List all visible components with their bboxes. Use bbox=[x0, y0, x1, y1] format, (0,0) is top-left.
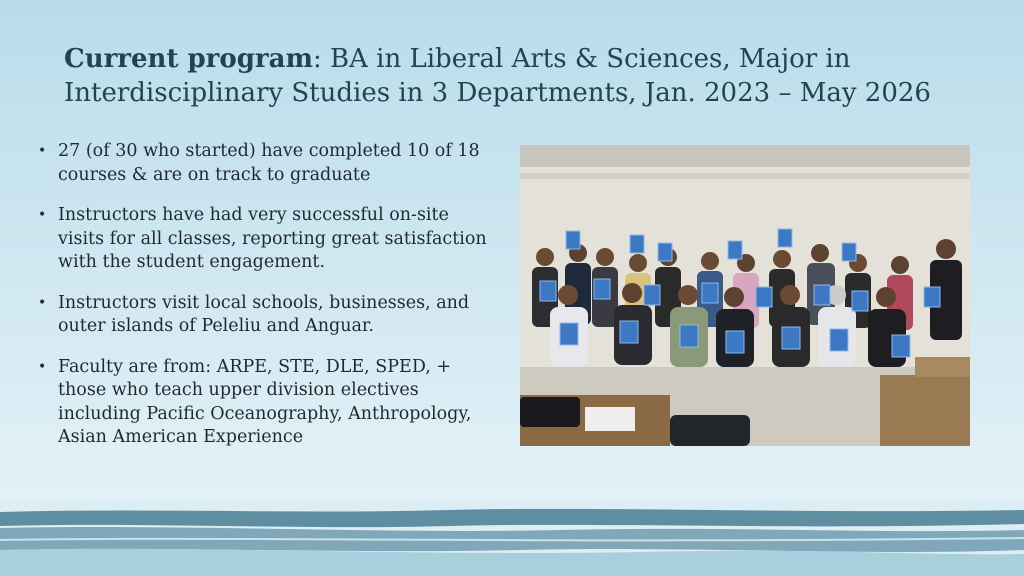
bullet-icon: • bbox=[38, 294, 47, 311]
bullet-text: Faculty are from: ARPE, STE, DLE, SPED, + those who teach upper division electives including Pacific Oceanography, Anthropology, Asian American Experience bbox=[58, 356, 472, 447]
bullet-item bbox=[36, 204, 496, 275]
bullet-icon: • bbox=[38, 143, 47, 159]
group-photo-icon bbox=[520, 145, 970, 446]
group-photo-illustration bbox=[520, 145, 970, 446]
bullet-item bbox=[36, 292, 496, 339]
title-line2: Interdisciplinary Studies in 3 Departments, Jan. 2023 – May 2026 bbox=[64, 78, 931, 108]
bullet-text: Instructors have had very successful on-site visits for all classes, reporting great satisfaction with the student engagement. bbox=[58, 205, 487, 272]
title-bold: Current program bbox=[64, 44, 313, 74]
bullet-icon: • bbox=[38, 207, 47, 223]
bullet-list bbox=[36, 140, 496, 467]
ocean-waves-decoration bbox=[0, 500, 1024, 576]
bullet-text: Instructors visit local schools, businesses, and outer islands of Peleliu and Anguar. bbox=[58, 292, 470, 336]
bullet-icon: • bbox=[38, 358, 47, 375]
title-rest: : BA in Liberal Arts & Sciences, Major in bbox=[312, 44, 851, 74]
bullet-item bbox=[36, 356, 496, 450]
bullet-item bbox=[36, 140, 496, 187]
bullet-text: 27 (of 30 who started) have completed 10 of 18 courses & are on track to graduate bbox=[58, 141, 480, 185]
slide-title bbox=[64, 42, 984, 110]
